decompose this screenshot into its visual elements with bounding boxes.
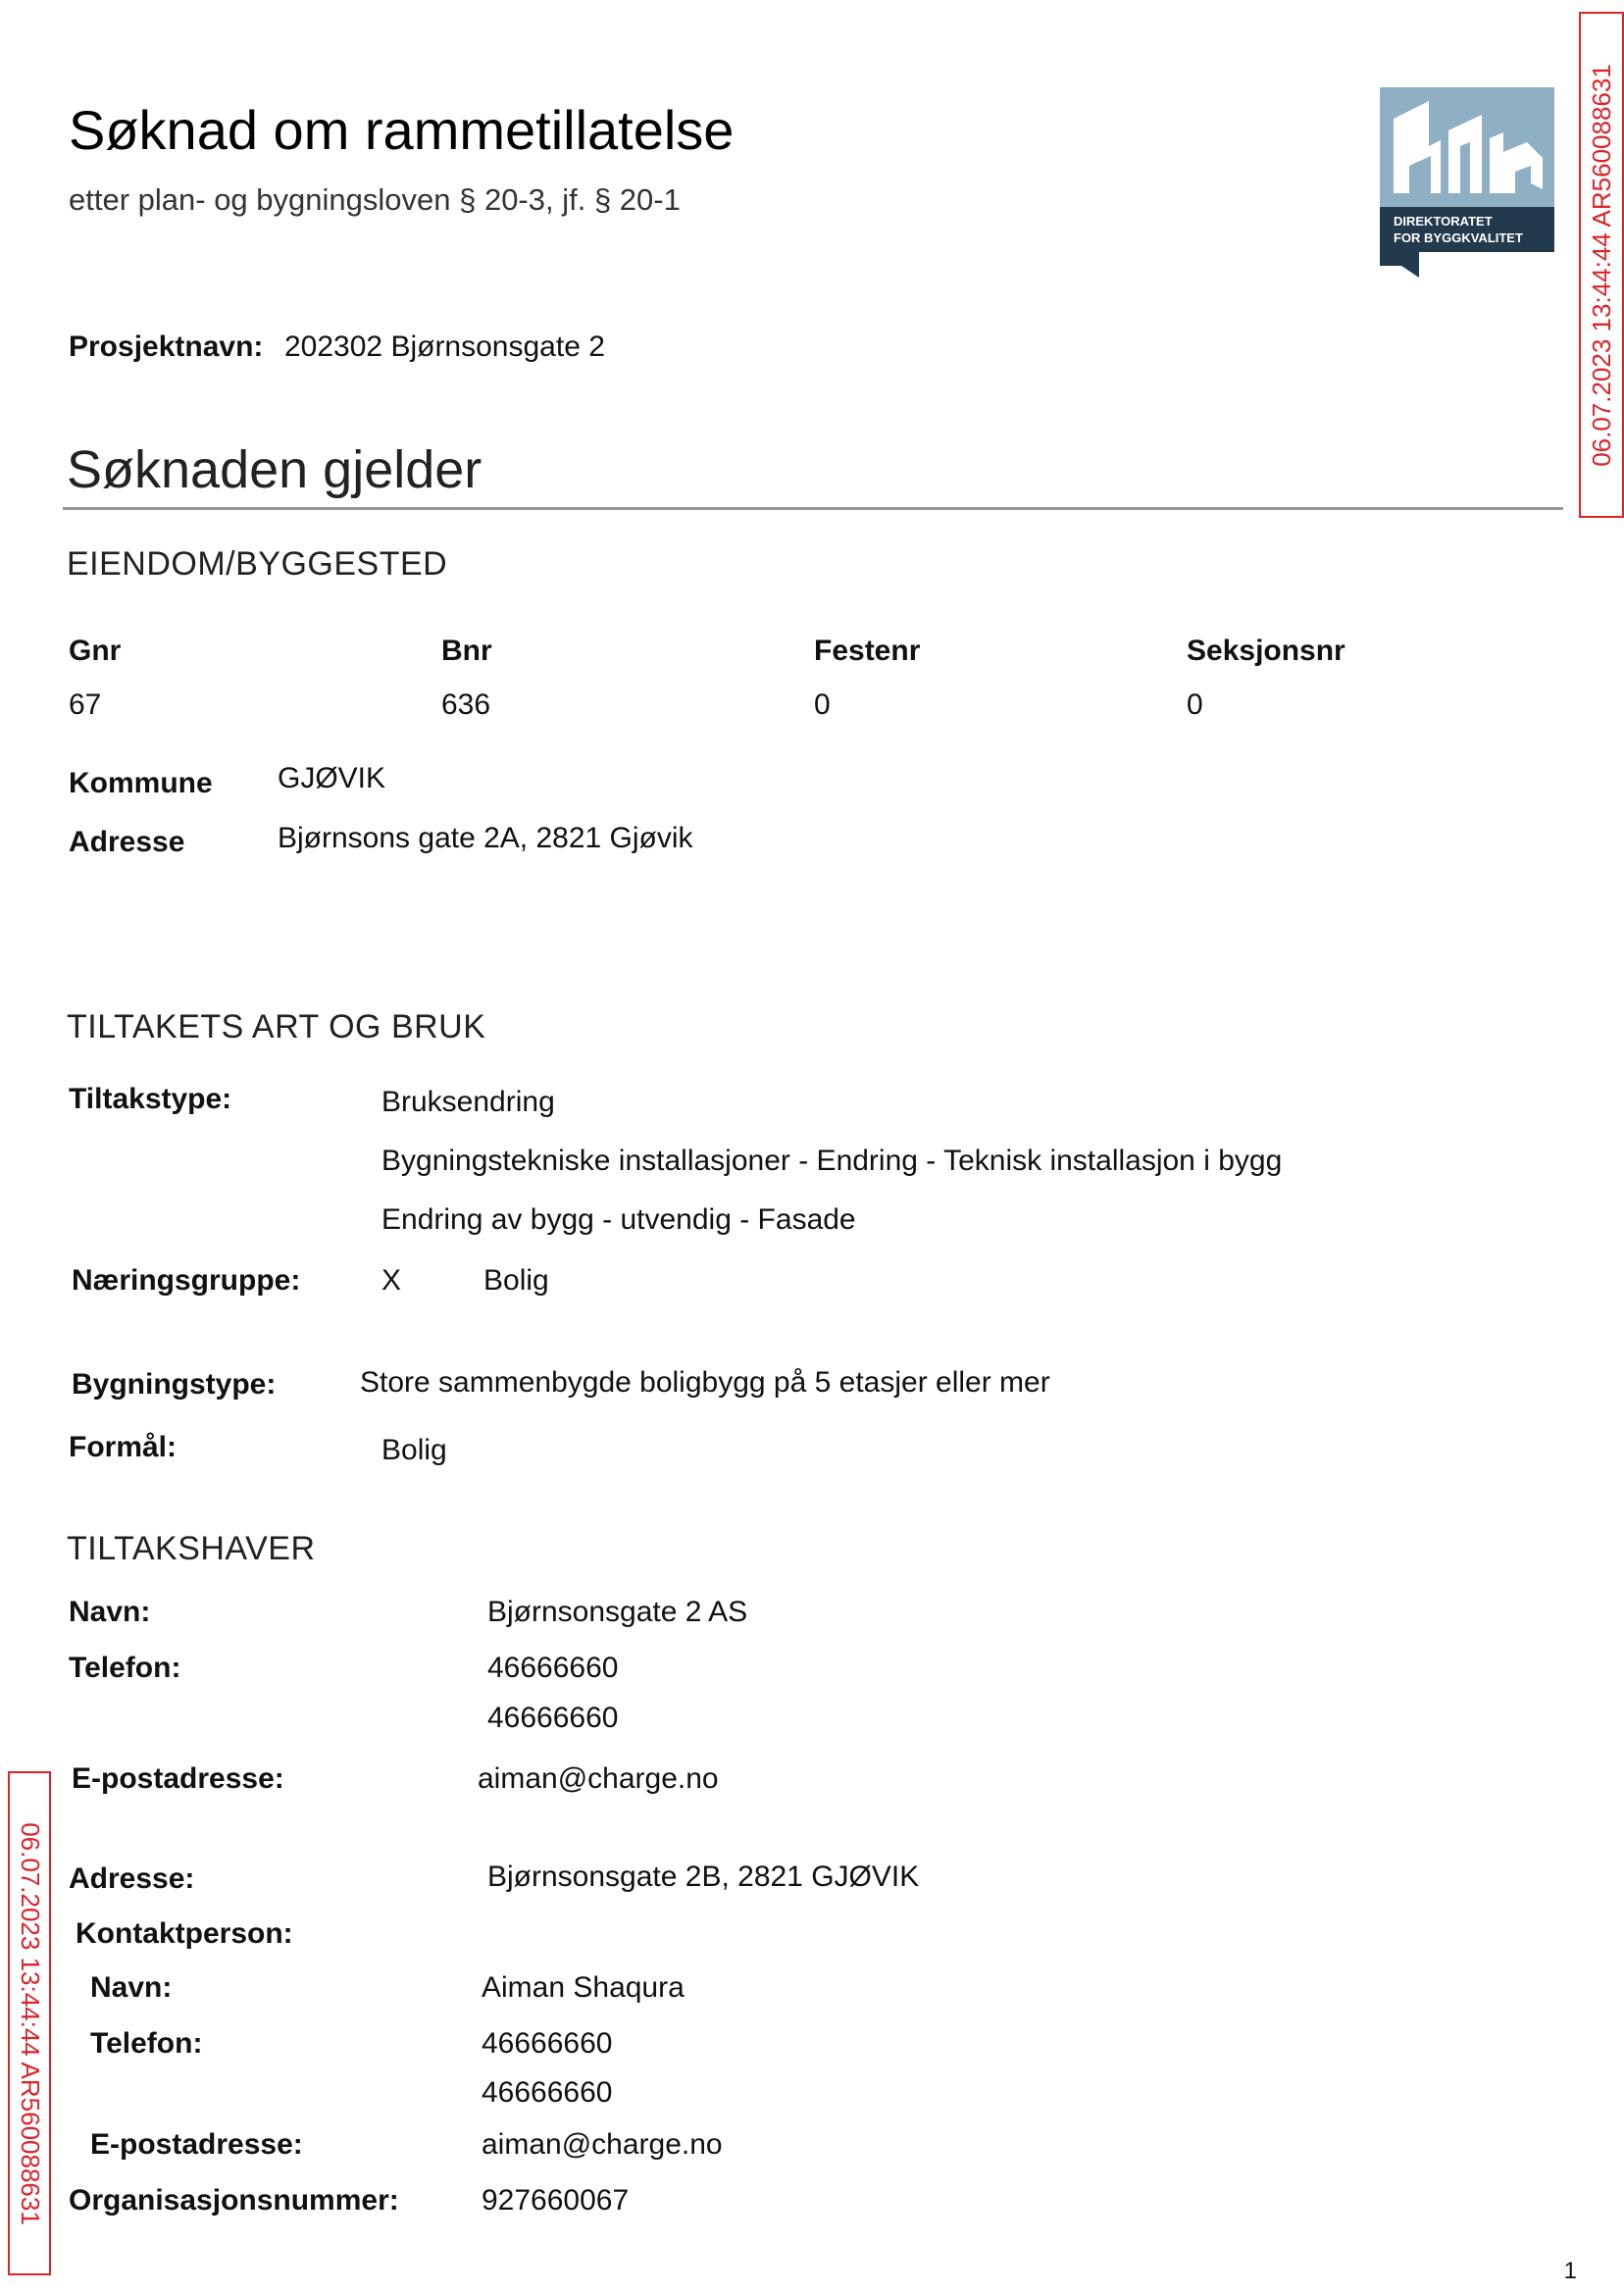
section-divider — [63, 507, 1563, 510]
kontakt-epost-label: E-postadresse: — [90, 2128, 303, 2161]
orgnr-label: Organisasjonsnummer: — [69, 2184, 399, 2217]
kommune-label: Kommune — [69, 767, 213, 799]
adresse-value: Bjørnsons gate 2A, 2821 Gjøvik — [278, 822, 693, 854]
kontakt-telefon-value: 46666660 — [482, 2076, 613, 2109]
festenr-label: Festenr — [814, 635, 921, 667]
page-number: 1 — [1563, 2258, 1577, 2284]
orgnr-value: 927660067 — [482, 2184, 630, 2217]
tiltakshaver-telefon-value: 46666660 — [487, 1652, 619, 1684]
tiltakshaver-adresse-label: Adresse: — [69, 1862, 195, 1895]
tiltakshaver-navn-label: Navn: — [69, 1596, 151, 1628]
naeringsgruppe-label: Næringsgruppe: — [72, 1264, 301, 1297]
kontakt-navn-value: Aiman Shaqura — [482, 1971, 685, 2004]
kontakt-navn-label: Navn: — [90, 1971, 173, 2004]
kontaktperson-label: Kontaktperson: — [76, 1917, 293, 1950]
tiltakstype-value: Bygningstekniske installasjoner - Endring - Teknisk installasjon i bygg — [381, 1145, 1283, 1177]
kommune-value: GJØVIK — [278, 762, 386, 794]
tiltakshaver-heading: TILTAKSHAVER — [67, 1530, 316, 1567]
tiltakshaver-telefon-label: Telefon: — [69, 1652, 181, 1684]
adresse-label: Adresse — [69, 826, 185, 858]
project-name-value: 202302 Bjørnsonsgate 2 — [284, 331, 605, 363]
svg-text:FOR BYGGKVALITET: FOR BYGGKVALITET — [1394, 230, 1523, 245]
bygningstype-label: Bygningstype: — [72, 1368, 277, 1401]
naeringsgruppe-value: Bolig — [483, 1264, 549, 1297]
kontakt-epost-value: aiman@charge.no — [482, 2128, 723, 2161]
dibk-logo — [1380, 87, 1554, 278]
tiltakshaver-epost-label: E-postadresse: — [72, 1762, 284, 1795]
bygningstype-value: Store sammenbygde boligbygg på 5 etasjer eller mer — [360, 1366, 1050, 1399]
tiltakshaver-epost-value: aiman@charge.no — [478, 1762, 719, 1795]
page-title: Søknad om rammetillatelse — [69, 99, 735, 161]
svg-text:DIREKTORATET: DIREKTORATET — [1394, 214, 1493, 229]
formal-value: Bolig — [381, 1434, 447, 1466]
tiltakstype-value: Endring av bygg - utvendig - Fasade — [381, 1203, 856, 1236]
kontakt-telefon-label: Telefon: — [90, 2027, 203, 2060]
project-name-label: Prosjektnavn: — [69, 331, 264, 363]
gnr-label: Gnr — [69, 635, 122, 667]
section-heading: Søknaden gjelder — [67, 440, 482, 499]
naeringsgruppe-code: X — [381, 1264, 402, 1297]
tiltakstype-label: Tiltakstype: — [69, 1083, 232, 1115]
page-subtitle: etter plan- og bygningsloven § 20-3, jf. § 20-1 — [69, 182, 681, 217]
bnr-value: 636 — [441, 688, 491, 721]
tiltakshaver-adresse-value: Bjørnsonsgate 2B, 2821 GJØVIK — [487, 1861, 920, 1893]
tiltak-heading: TILTAKETS ART OG BRUK — [67, 1008, 486, 1045]
seksjonsnr-label: Seksjonsnr — [1187, 635, 1345, 667]
tiltakshaver-telefon-value: 46666660 — [487, 1702, 619, 1734]
timestamp-stamp-left: 06.07.2023 13:44:44 AR560088631 — [8, 1771, 51, 2275]
tiltakshaver-navn-value: Bjørnsonsgate 2 AS — [487, 1596, 748, 1628]
gnr-value: 67 — [69, 688, 102, 721]
kontakt-telefon-value: 46666660 — [482, 2027, 613, 2060]
seksjonsnr-value: 0 — [1187, 688, 1203, 721]
property-heading: EIENDOM/BYGGESTED — [67, 545, 448, 583]
building-logo-icon — [1380, 87, 1554, 278]
festenr-value: 0 — [814, 688, 831, 721]
formal-label: Formål: — [69, 1431, 178, 1463]
timestamp-stamp-right: 06.07.2023 13:44:44 AR560088631 — [1579, 12, 1624, 518]
bnr-label: Bnr — [441, 635, 492, 667]
tiltakstype-value: Bruksendring — [381, 1086, 555, 1118]
